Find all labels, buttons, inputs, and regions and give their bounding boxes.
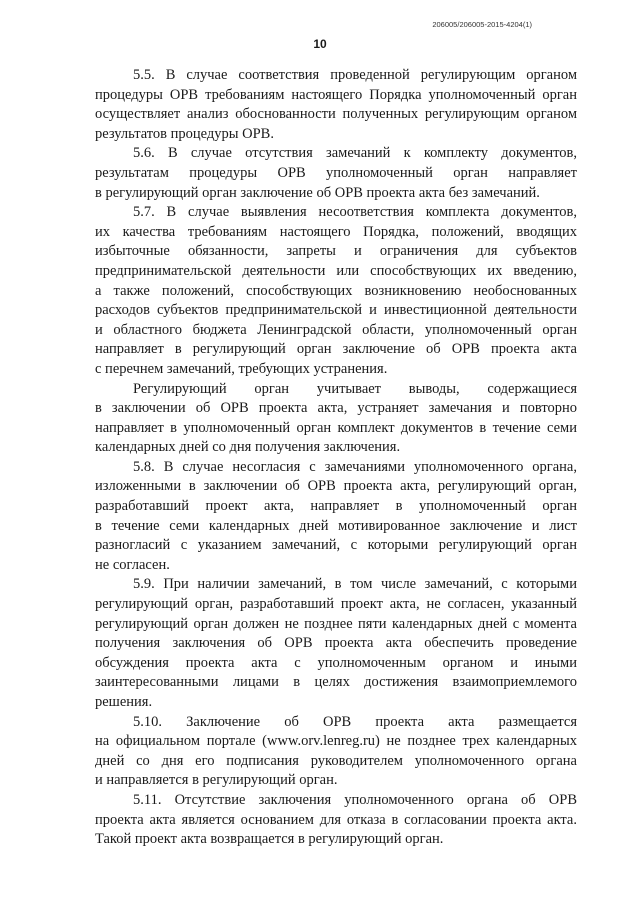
paragraph-5-7-continued — [95, 380, 577, 458]
paragraph-line: обсуждения проекта акта с уполномоченным органом и иными — [95, 654, 577, 671]
paragraph-line: а также положений, способствующих возникновению необоснованных — [95, 282, 577, 299]
paragraph-line: Такой проект акта возвращается в регулирующий орган. — [95, 831, 444, 848]
paragraph-5-11 — [95, 791, 577, 850]
page-number: 10 — [313, 37, 327, 51]
paragraph-line: регулирующий орган, разработавший проект акта, не согласен, указанный — [95, 596, 577, 613]
paragraph-line: в течение семи календарных дней мотивированное заключение и лист — [95, 517, 577, 534]
paragraph-line: решения. — [95, 694, 153, 710]
paragraph-line: 5.6. В случае отсутствия замечаний к комплекту документов, — [133, 145, 577, 162]
paragraph-line: осуществляет анализ обоснованности полученных регулирующим органом — [95, 106, 577, 123]
paragraph-5-9 — [95, 575, 577, 712]
paragraph-line: и направляется в регулирующий орган. — [95, 772, 338, 789]
paragraph-line: избыточные обязанности, запреты и ограничения для субъектов — [95, 243, 577, 260]
paragraph-line: их качества требованиям настоящего Порядка, положений, вводящих — [95, 223, 577, 240]
paragraph-5-7 — [95, 203, 577, 379]
document-id: 206005/206005-2015-4204(1) — [432, 20, 532, 29]
paragraph-line: 5.7. В случае выявления несоответствия комплекта документов, — [133, 204, 577, 221]
paragraph-line: процедуры ОРВ требованиям настоящего Порядка уполномоченный орган — [95, 86, 577, 103]
paragraph-line: дней со дня его подписания руководителем уполномоченного органа — [95, 752, 577, 769]
paragraph-line: не согласен. — [95, 556, 170, 573]
paragraph-line: 5.9. При наличии замечаний, в том числе замечаний, с которыми — [133, 576, 577, 593]
paragraph-line: в заключении об ОРВ проекта акта, устраняет замечания и повторно — [95, 400, 577, 417]
paragraph-line: проекта акта является основанием для отказа в согласовании проекта акта. — [95, 811, 577, 828]
paragraph-line: на официальном портале (www.orv.lenreg.ru) не позднее трех календарных — [95, 733, 577, 750]
paragraph-line: заинтересованными лицами в целях достижения взаимоприемлемого — [95, 674, 577, 691]
paragraph-line: 5.8. В случае несогласия с замечаниями уполномоченного органа, — [133, 458, 577, 475]
paragraph-5-10 — [95, 713, 577, 791]
paragraph-line: результатов процедуры ОРВ. — [95, 125, 274, 142]
paragraph-line: 5.10. Заключение об ОРВ проекта акта размещается — [133, 713, 577, 730]
paragraph-line: изложенными в заключении об ОРВ проекта акта, регулирующий орган, — [95, 478, 577, 495]
paragraph-5-5 — [95, 66, 577, 144]
paragraph-line: расходов субъектов предпринимательской и инвестиционной деятельности — [95, 302, 577, 319]
paragraph-line: предпринимательской деятельности или способствующих их введению, — [95, 262, 577, 279]
paragraph-line: разногласий с указанием замечаний, с которыми регулирующий орган — [95, 537, 577, 554]
paragraph-line: 5.5. В случае соответствия проведенной регулирующим органом — [133, 67, 577, 83]
paragraph-5-8 — [95, 458, 577, 576]
paragraph-line: направляет в регулирующий орган заключение об ОРВ проекта акта — [95, 341, 577, 358]
paragraph-5-6 — [95, 144, 577, 203]
paragraph-line: в регулирующий орган заключение об ОРВ проекта акта без замечаний. — [95, 184, 540, 201]
paragraph-line: календарных дней со дня получения заключения. — [95, 439, 401, 456]
paragraph-line: направляет в уполномоченный орган комплект документов в течение семи — [95, 419, 577, 436]
paragraph-line: получения заключения об ОРВ проекта акта обеспечить проведение — [95, 635, 577, 652]
paragraph-line: результатам процедуры ОРВ уполномоченный орган направляет — [95, 164, 577, 181]
paragraph-line: разработавший проект акта, направляет в уполномоченный орган — [95, 498, 577, 515]
paragraph-line: 5.11. Отсутствие заключения уполномоченного органа об ОРВ — [133, 791, 577, 808]
document-body — [95, 66, 577, 850]
paragraph-line: регулирующий орган должен не позднее пяти календарных дней с момента — [95, 615, 577, 632]
paragraph-line: Регулирующий орган учитывает выводы, содержащиеся — [133, 380, 577, 397]
paragraph-line: с перечнем замечаний, требующих устранения. — [95, 360, 388, 377]
paragraph-line: и областного бюджета Ленинградской области, уполномоченный орган — [95, 321, 577, 338]
